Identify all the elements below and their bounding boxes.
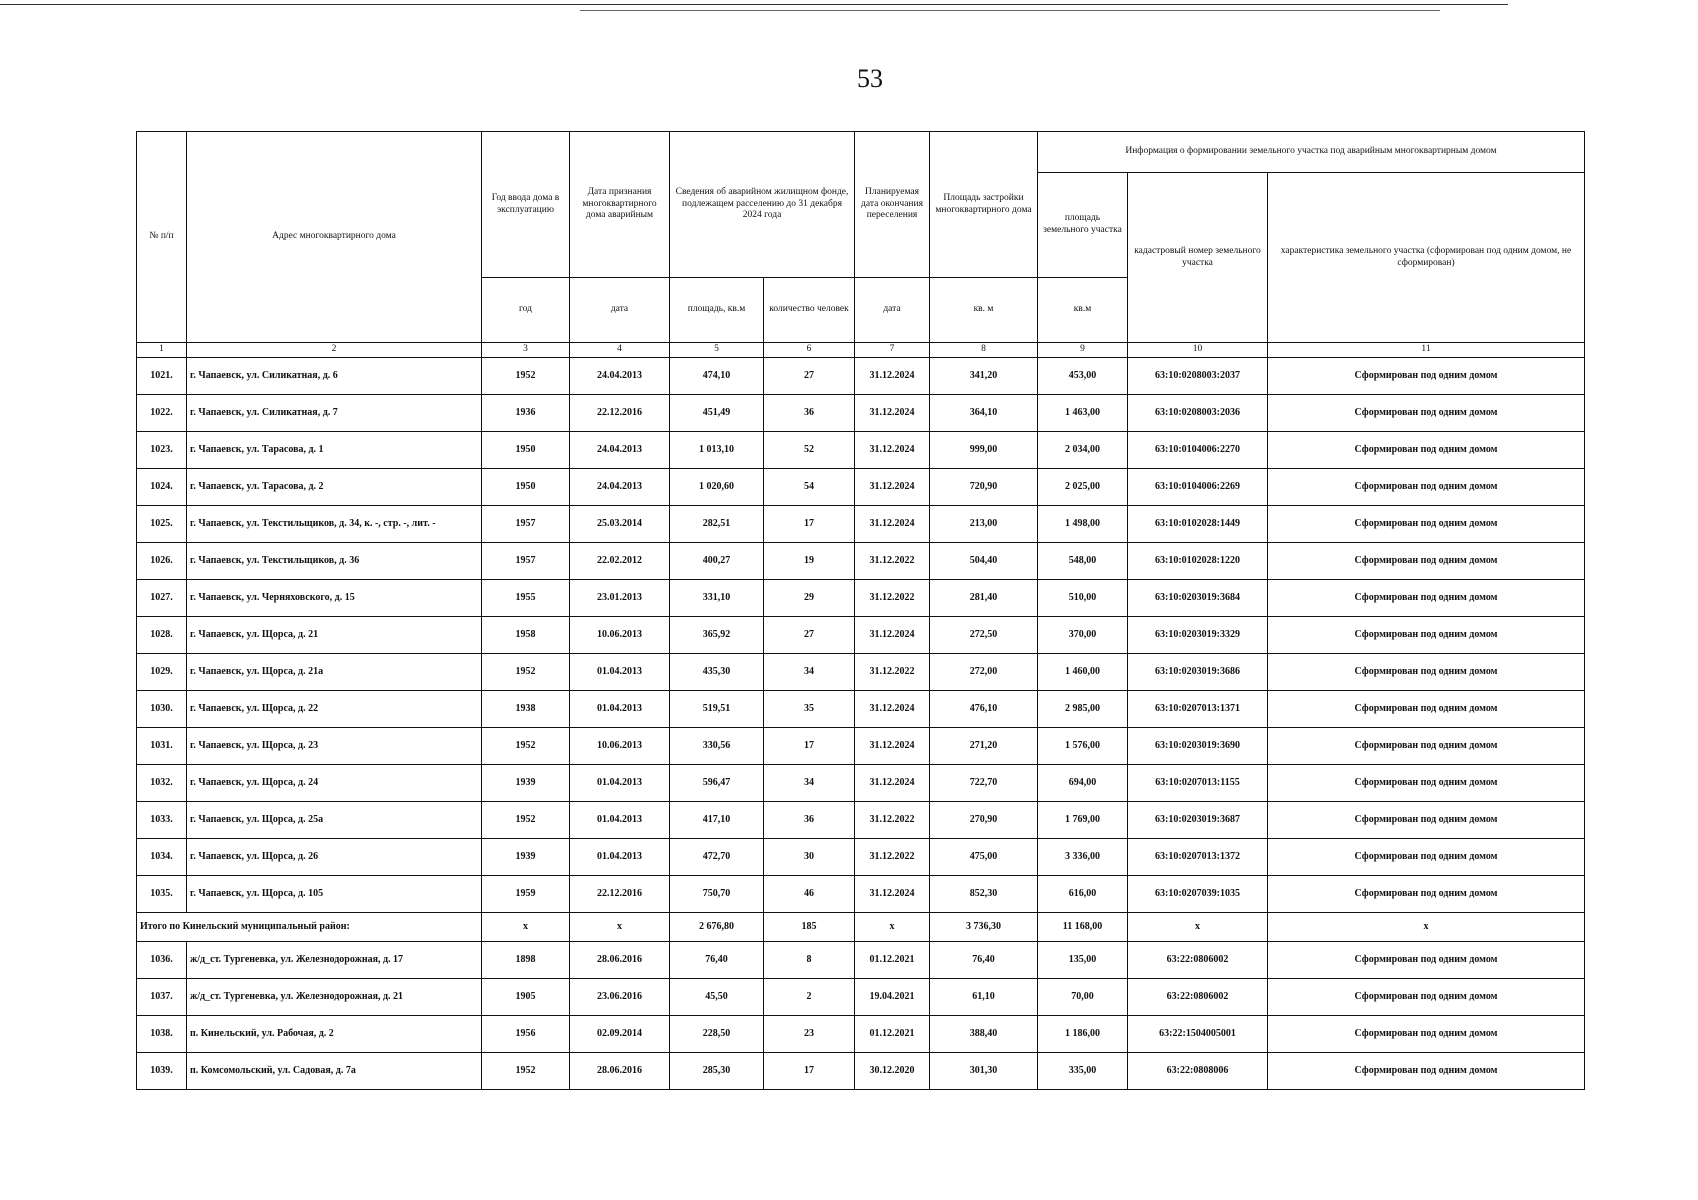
row-land: 70,00 [1038,978,1128,1015]
row-build: 476,10 [930,690,1038,727]
row-year: 1957 [482,505,570,542]
emergency-housing-table [136,131,1585,1090]
row-area: 331,10 [670,579,764,616]
table-row [137,764,1585,801]
table-row [137,505,1585,542]
table-row [137,1052,1585,1089]
row-address: ж/д_ст. Тургеневка, ул. Железнодорожная, д. 17 [187,941,482,978]
row-date: 10.06.2013 [570,727,670,764]
row-people: 17 [764,1052,855,1089]
row-area: 435,30 [670,653,764,690]
row-number: 1024. [137,468,187,505]
row-people: 23 [764,1015,855,1052]
row-char: Сформирован под одним домом [1268,616,1585,653]
total-date: x [570,912,670,941]
row-date: 01.04.2013 [570,764,670,801]
row-planned: 19.04.2021 [855,978,930,1015]
row-char: Сформирован под одним домом [1268,394,1585,431]
row-date: 01.04.2013 [570,801,670,838]
row-number: 1038. [137,1015,187,1052]
row-char: Сформирован под одним домом [1268,690,1585,727]
column-number: 7 [855,343,930,358]
row-date: 01.04.2013 [570,690,670,727]
row-planned: 31.12.2024 [855,431,930,468]
row-people: 8 [764,941,855,978]
row-number: 1022. [137,394,187,431]
unit-date: дата [570,278,670,343]
row-planned: 01.12.2021 [855,941,930,978]
row-area: 365,92 [670,616,764,653]
row-address: г. Чапаевск, ул. Тарасова, д. 1 [187,431,482,468]
row-cad: 63:22:0806002 [1128,978,1268,1015]
row-address: г. Чапаевск, ул. Щорса, д. 21а [187,653,482,690]
header-land-area: площадь земельного участка [1038,173,1128,278]
row-cad: 63:10:0203019:3687 [1128,801,1268,838]
row-number: 1028. [137,616,187,653]
row-number: 1029. [137,653,187,690]
row-year: 1952 [482,1052,570,1089]
table-row [137,431,1585,468]
row-date: 02.09.2014 [570,1015,670,1052]
row-people: 2 [764,978,855,1015]
header-address: Адрес многоквартирного дома [187,132,482,343]
row-build: 999,00 [930,431,1038,468]
row-land: 335,00 [1038,1052,1128,1089]
row-char: Сформирован под одним домом [1268,542,1585,579]
row-year: 1952 [482,727,570,764]
row-number: 1021. [137,357,187,394]
row-build: 722,70 [930,764,1038,801]
row-date: 01.04.2013 [570,838,670,875]
unit-year: год [482,278,570,343]
row-build: 272,50 [930,616,1038,653]
row-date: 22.02.2012 [570,542,670,579]
row-area: 1 013,10 [670,431,764,468]
row-area: 1 020,60 [670,468,764,505]
page-number: 53 [857,64,883,93]
row-planned: 31.12.2024 [855,690,930,727]
row-land: 2 985,00 [1038,690,1128,727]
row-char: Сформирован под одним домом [1268,838,1585,875]
total-year: x [482,912,570,941]
table-body [137,357,1585,1089]
total-row [137,912,1585,941]
row-area: 330,56 [670,727,764,764]
total-char: x [1268,912,1585,941]
row-date: 28.06.2016 [570,941,670,978]
row-date: 28.06.2016 [570,1052,670,1089]
row-people: 54 [764,468,855,505]
row-char: Сформирован под одним домом [1268,357,1585,394]
row-address: г. Чапаевск, ул. Щорса, д. 25а [187,801,482,838]
row-char: Сформирован под одним домом [1268,727,1585,764]
row-planned: 01.12.2021 [855,1015,930,1052]
row-address: г. Чапаевск, ул. Щорса, д. 24 [187,764,482,801]
row-land: 548,00 [1038,542,1128,579]
row-year: 1938 [482,690,570,727]
row-address: г. Чапаевск, ул. Тарасова, д. 2 [187,468,482,505]
row-planned: 30.12.2020 [855,1052,930,1089]
scan-artifact-line [580,10,1440,11]
row-address: г. Чапаевск, ул. Щорса, д. 23 [187,727,482,764]
table-row [137,801,1585,838]
row-people: 52 [764,431,855,468]
row-land: 510,00 [1038,579,1128,616]
row-people: 17 [764,727,855,764]
row-land: 453,00 [1038,357,1128,394]
column-number: 2 [187,343,482,358]
table-row [137,542,1585,579]
row-planned: 31.12.2024 [855,505,930,542]
column-number: 6 [764,343,855,358]
row-cad: 63:22:1504005001 [1128,1015,1268,1052]
table-row [137,978,1585,1015]
row-date: 23.06.2016 [570,978,670,1015]
row-area: 474,10 [670,357,764,394]
row-year: 1952 [482,653,570,690]
row-char: Сформирован под одним домом [1268,431,1585,468]
row-date: 24.04.2013 [570,357,670,394]
row-year: 1939 [482,764,570,801]
row-land: 1 186,00 [1038,1015,1128,1052]
table-row [137,1015,1585,1052]
unit-planned: дата [855,278,930,343]
row-area: 76,40 [670,941,764,978]
row-address: г. Чапаевск, ул. Щорса, д. 21 [187,616,482,653]
total-build: 3 736,30 [930,912,1038,941]
table-row [137,394,1585,431]
scan-artifact-line [0,4,1508,5]
header-emergency-info: Сведения об аварийном жилищном фонде, подлежащем расселению до 31 декабря 2024 года [670,132,855,278]
row-build: 720,90 [930,468,1038,505]
row-build: 213,00 [930,505,1038,542]
row-area: 750,70 [670,875,764,912]
table-row [137,616,1585,653]
row-year: 1950 [482,468,570,505]
row-year: 1952 [482,357,570,394]
row-date: 01.04.2013 [570,653,670,690]
row-planned: 31.12.2024 [855,357,930,394]
row-year: 1936 [482,394,570,431]
row-year: 1957 [482,542,570,579]
row-people: 36 [764,801,855,838]
row-people: 29 [764,579,855,616]
row-number: 1035. [137,875,187,912]
row-cad: 63:10:0207013:1155 [1128,764,1268,801]
row-land: 1 498,00 [1038,505,1128,542]
row-people: 30 [764,838,855,875]
row-date: 23.01.2013 [570,579,670,616]
row-planned: 31.12.2022 [855,838,930,875]
row-area: 472,70 [670,838,764,875]
row-build: 272,00 [930,653,1038,690]
total-label: Итого по Кинельский муниципальный район: [137,912,482,941]
total-people: 185 [764,912,855,941]
row-number: 1034. [137,838,187,875]
row-address: г. Чапаевск, ул. Щорса, д. 22 [187,690,482,727]
row-build: 504,40 [930,542,1038,579]
row-year: 1939 [482,838,570,875]
row-cad: 63:10:0203019:3329 [1128,616,1268,653]
row-area: 417,10 [670,801,764,838]
total-area: 2 676,80 [670,912,764,941]
table-row [137,727,1585,764]
row-char: Сформирован под одним домом [1268,801,1585,838]
row-number: 1032. [137,764,187,801]
row-area: 596,47 [670,764,764,801]
unit-people: количество человек [764,278,855,343]
row-address: г. Чапаевск, ул. Силикатная, д. 7 [187,394,482,431]
row-year: 1898 [482,941,570,978]
row-address: г. Чапаевск, ул. Текстильщиков, д. 36 [187,542,482,579]
row-address: п. Кинельский, ул. Рабочая, д. 2 [187,1015,482,1052]
header-land-char: характеристика земельного участка (сформирован под одним домом, не сформирован) [1268,173,1585,343]
total-cad: x [1128,912,1268,941]
row-cad: 63:10:0208003:2037 [1128,357,1268,394]
header-num: № п/п [137,132,187,343]
row-number: 1031. [137,727,187,764]
row-area: 400,27 [670,542,764,579]
row-number: 1026. [137,542,187,579]
column-number: 1 [137,343,187,358]
row-cad: 63:10:0203019:3690 [1128,727,1268,764]
row-cad: 63:10:0207039:1035 [1128,875,1268,912]
column-number-row [137,343,1585,358]
row-planned: 31.12.2024 [855,727,930,764]
table-row [137,579,1585,616]
row-address: г. Чапаевск, ул. Силикатная, д. 6 [187,357,482,394]
row-cad: 63:10:0207013:1372 [1128,838,1268,875]
row-build: 388,40 [930,1015,1038,1052]
total-land: 11 168,00 [1038,912,1128,941]
row-cad: 63:10:0203019:3684 [1128,579,1268,616]
row-planned: 31.12.2022 [855,579,930,616]
row-people: 27 [764,616,855,653]
column-number: 5 [670,343,764,358]
column-number: 11 [1268,343,1585,358]
row-land: 2 025,00 [1038,468,1128,505]
row-land: 694,00 [1038,764,1128,801]
column-number: 8 [930,343,1038,358]
row-land: 2 034,00 [1038,431,1128,468]
row-address: г. Чапаевск, ул. Щорса, д. 105 [187,875,482,912]
row-planned: 31.12.2024 [855,875,930,912]
row-land: 1 769,00 [1038,801,1128,838]
row-date: 22.12.2016 [570,394,670,431]
row-address: г. Чапаевск, ул. Щорса, д. 26 [187,838,482,875]
row-address: ж/д_ст. Тургеневка, ул. Железнодорожная, д. 21 [187,978,482,1015]
row-date: 24.04.2013 [570,468,670,505]
row-number: 1037. [137,978,187,1015]
row-planned: 31.12.2024 [855,394,930,431]
row-area: 282,51 [670,505,764,542]
header-building-area: Площадь застройки многоквартирного дома [930,132,1038,278]
row-planned: 31.12.2024 [855,764,930,801]
row-date: 24.04.2013 [570,431,670,468]
total-planned: x [855,912,930,941]
row-area: 45,50 [670,978,764,1015]
row-planned: 31.12.2024 [855,616,930,653]
row-land: 1 463,00 [1038,394,1128,431]
table-row [137,875,1585,912]
row-char: Сформирован под одним домом [1268,941,1585,978]
row-land: 1 460,00 [1038,653,1128,690]
table-row [137,653,1585,690]
row-area: 519,51 [670,690,764,727]
row-char: Сформирован под одним домом [1268,764,1585,801]
row-people: 36 [764,394,855,431]
row-year: 1950 [482,431,570,468]
unit-building: кв. м [930,278,1038,343]
header-land-info: Информация о формировании земельного участка под аварийным многоквартирным домом [1038,132,1585,173]
row-number: 1033. [137,801,187,838]
unit-land: кв.м [1038,278,1128,343]
table-row [137,357,1585,394]
row-land: 370,00 [1038,616,1128,653]
row-land: 3 336,00 [1038,838,1128,875]
row-number: 1023. [137,431,187,468]
row-number: 1039. [137,1052,187,1089]
row-build: 341,20 [930,357,1038,394]
row-address: п. Комсомольский, ул. Садовая, д. 7а [187,1052,482,1089]
row-number: 1027. [137,579,187,616]
column-number: 4 [570,343,670,358]
row-build: 271,20 [930,727,1038,764]
row-people: 17 [764,505,855,542]
row-year: 1959 [482,875,570,912]
header-planned-date: Планируемая дата окончания переселения [855,132,930,278]
row-number: 1036. [137,941,187,978]
row-char: Сформирован под одним домом [1268,653,1585,690]
row-cad: 63:22:0806002 [1128,941,1268,978]
row-people: 46 [764,875,855,912]
row-cad: 63:10:0208003:2036 [1128,394,1268,431]
row-char: Сформирован под одним домом [1268,1015,1585,1052]
column-number: 3 [482,343,570,358]
row-cad: 63:10:0104006:2270 [1128,431,1268,468]
row-area: 285,30 [670,1052,764,1089]
row-build: 301,30 [930,1052,1038,1089]
row-cad: 63:22:0808006 [1128,1052,1268,1089]
row-people: 27 [764,357,855,394]
row-land: 616,00 [1038,875,1128,912]
row-date: 10.06.2013 [570,616,670,653]
row-cad: 63:10:0102028:1449 [1128,505,1268,542]
column-number: 10 [1128,343,1268,358]
row-year: 1956 [482,1015,570,1052]
row-planned: 31.12.2022 [855,653,930,690]
unit-area: площадь, кв.м [670,278,764,343]
row-people: 34 [764,764,855,801]
row-people: 34 [764,653,855,690]
row-address: г. Чапаевск, ул. Черняховского, д. 15 [187,579,482,616]
row-char: Сформирован под одним домом [1268,875,1585,912]
row-area: 451,49 [670,394,764,431]
row-number: 1025. [137,505,187,542]
row-year: 1955 [482,579,570,616]
column-number: 9 [1038,343,1128,358]
row-year: 1952 [482,801,570,838]
row-build: 281,40 [930,579,1038,616]
row-char: Сформирован под одним домом [1268,468,1585,505]
row-char: Сформирован под одним домом [1268,505,1585,542]
table-row [137,838,1585,875]
table-row [137,690,1585,727]
row-build: 475,00 [930,838,1038,875]
row-year: 1905 [482,978,570,1015]
row-area: 228,50 [670,1015,764,1052]
row-planned: 31.12.2024 [855,468,930,505]
row-char: Сформирован под одним домом [1268,579,1585,616]
row-cad: 63:10:0104006:2269 [1128,468,1268,505]
row-planned: 31.12.2022 [855,801,930,838]
row-cad: 63:10:0207013:1371 [1128,690,1268,727]
row-date: 22.12.2016 [570,875,670,912]
row-date: 25.03.2014 [570,505,670,542]
row-address: г. Чапаевск, ул. Текстильщиков, д. 34, к. -, стр. -, лит. - [187,505,482,542]
row-build: 61,10 [930,978,1038,1015]
row-cad: 63:10:0203019:3686 [1128,653,1268,690]
row-planned: 31.12.2022 [855,542,930,579]
table-row [137,468,1585,505]
header-date-declared: Дата признания многоквартирного дома аварийным [570,132,670,278]
header-year-built: Год ввода дома в эксплуатацию [482,132,570,278]
row-land: 1 576,00 [1038,727,1128,764]
row-build: 364,10 [930,394,1038,431]
header-cadastral: кадастровый номер земельного участка [1128,173,1268,343]
row-people: 35 [764,690,855,727]
row-land: 135,00 [1038,941,1128,978]
row-build: 270,90 [930,801,1038,838]
row-char: Сформирован под одним домом [1268,1052,1585,1089]
row-number: 1030. [137,690,187,727]
table-row [137,941,1585,978]
row-people: 19 [764,542,855,579]
row-year: 1958 [482,616,570,653]
row-build: 76,40 [930,941,1038,978]
row-build: 852,30 [930,875,1038,912]
row-cad: 63:10:0102028:1220 [1128,542,1268,579]
row-char: Сформирован под одним домом [1268,978,1585,1015]
